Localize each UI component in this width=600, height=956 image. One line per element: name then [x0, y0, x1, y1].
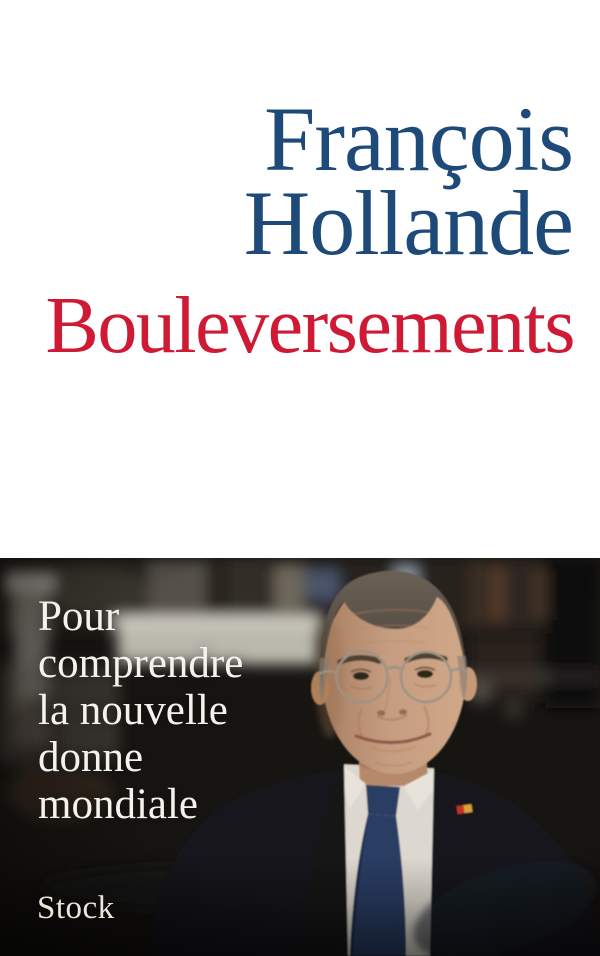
author-last-name: Hollande [243, 172, 573, 274]
tagline-line: donne [38, 734, 144, 781]
author-name [243, 88, 573, 274]
publisher-logo: Stock [37, 890, 115, 926]
tagline-line: mondiale [38, 781, 199, 828]
tagline-line: comprendre [38, 640, 244, 687]
author-first-name: François [264, 88, 573, 190]
tagline-line: Pour [38, 593, 120, 640]
book-title: Bouleversements [45, 282, 574, 370]
tagline [38, 593, 243, 828]
tagline-line: la nouvelle [38, 687, 228, 734]
